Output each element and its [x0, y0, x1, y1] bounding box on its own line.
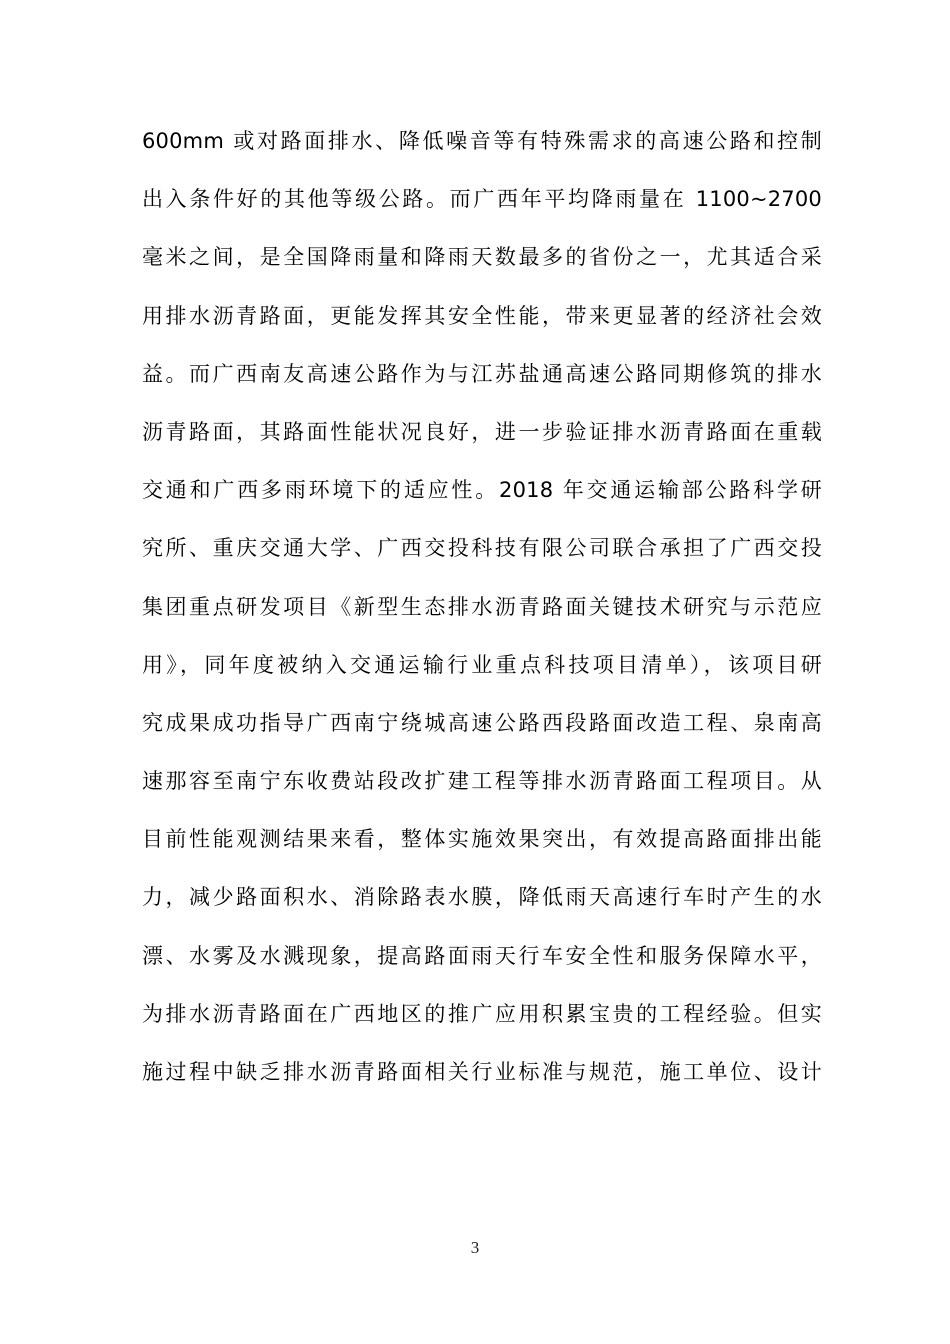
text-line: 600mm 或对路面排水、降低噪音等有特殊需求的高速公路和控制 — [142, 129, 822, 153]
text-line: 用》，同年度被纳入交通运输行业重点科技项目清单），该项目研 — [142, 652, 822, 677]
text-line: 沥青路面，其路面性能状况良好，进一步验证排水沥青路面在重载 — [142, 419, 822, 444]
text-line: 交通和广西多雨环境下的适应性。2018 年交通运输部公路科学研 — [142, 478, 822, 503]
text-line: 集团重点研发项目《新型生态排水沥青路面关键技术研究与示范应 — [142, 594, 822, 619]
text-line: 出入条件好的其他等级公路。而广西年平均降雨量在 1100~2700 — [142, 187, 822, 212]
text-line: 力，减少路面积水、消除路表水膜，降低雨天高速行车时产生的水 — [142, 885, 822, 910]
text-line: 用排水沥青路面，更能发挥其安全性能，带来更显著的经济社会效 — [142, 303, 822, 328]
page-number: 3 — [470, 1238, 480, 1257]
text-line: 究成果成功指导广西南宁绕城高速公路西段路面改造工程、泉南高 — [142, 710, 822, 735]
text-line: 为排水沥青路面在广西地区的推广应用积累宝贵的工程经验。但实 — [142, 1001, 822, 1026]
body-paragraph — [142, 112, 822, 1101]
text-line: 漂、水雾及水溅现象，提高路面雨天行车安全性和服务保障水平， — [142, 943, 822, 968]
text-line: 速那容至南宁东收费站段改扩建工程等排水沥青路面工程项目。从 — [142, 769, 822, 794]
text-line: 究所、重庆交通大学、广西交投科技有限公司联合承担了广西交投 — [142, 536, 822, 561]
text-line: 目前性能观测结果来看，整体实施效果突出，有效提高路面排出能 — [142, 827, 822, 852]
text-line: 益。而广西南友高速公路作为与江苏盐通高速公路同期修筑的排水 — [142, 361, 822, 386]
text-line: 毫米之间，是全国降雨量和降雨天数最多的省份之一，尤其适合采 — [142, 245, 822, 270]
text-line: 施过程中缺乏排水沥青路面相关行业标准与规范，施工单位、设计 — [142, 1060, 822, 1084]
